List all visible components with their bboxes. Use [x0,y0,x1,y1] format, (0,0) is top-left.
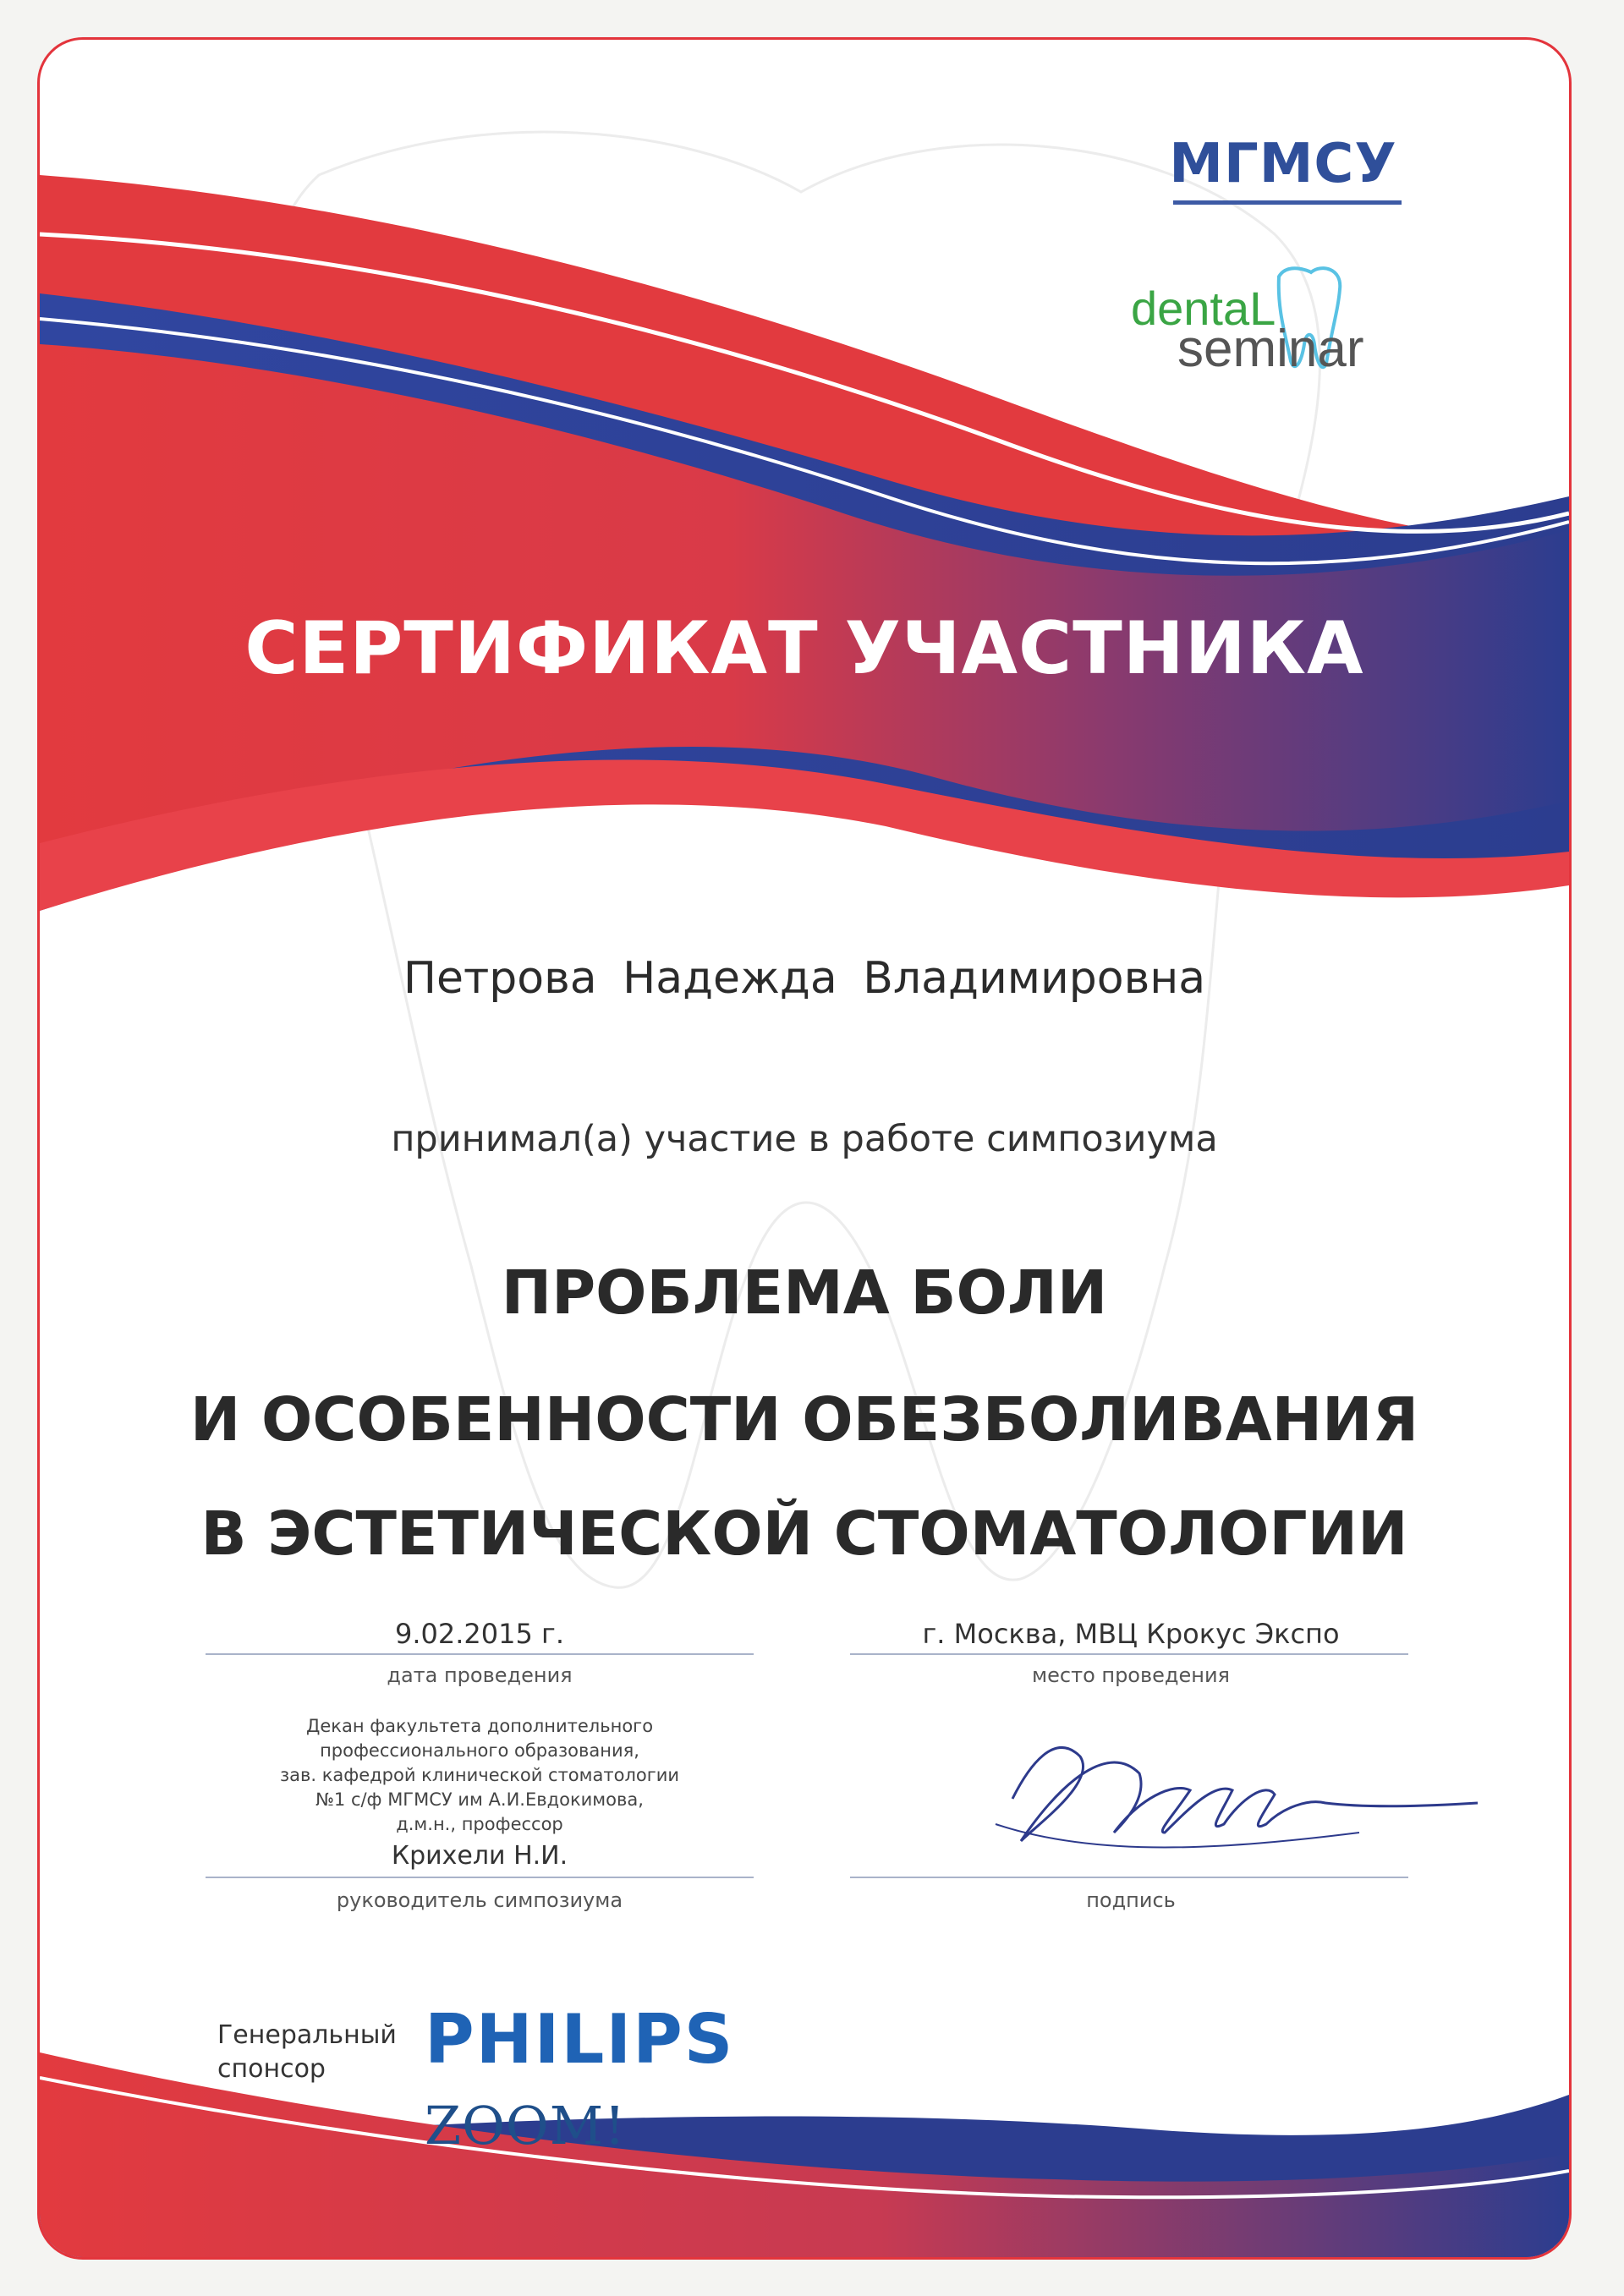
dean-line-1: Декан факультета дополнительного [305,1716,654,1736]
signature [1012,1748,1478,1841]
place-line [850,1653,1408,1655]
mgmsu-logo-underline [1173,200,1402,205]
dean-line-2: профессионального образования, [320,1740,639,1761]
participant-name: Петрова Надежда Владимировна [403,953,1206,1004]
certificate-sheet [37,37,1572,2260]
topic-line-1: ПРОБЛЕМА БОЛИ [501,1258,1108,1328]
place-value: г. Москва, МВЦ Крокус Экспо [922,1618,1340,1650]
signature-caption: подпись [1086,1888,1176,1912]
leader-name: Крихели Н.И. [391,1841,568,1871]
sponsor-label-line1: Генеральный [217,2020,397,2050]
signature-line [850,1877,1408,1878]
date-caption: дата проведения [387,1663,573,1687]
mgmsu-logo: МГМСУ [1169,133,1397,195]
certificate-title: СЕРТИФИКАТ УЧАСТНИКА [244,606,1364,691]
date-value: 9.02.2015 г. [394,1618,564,1650]
dental-logo-part1: dentaL [1131,282,1276,335]
dean-line-3: зав. кафедрой клинической стоматологии [279,1765,680,1785]
dean-line-4: №1 с/ф МГМСУ им А.И.Евдокимова, [315,1789,644,1810]
philips-logo: PHILIPS [425,2000,735,2079]
signature-underline [996,1824,1359,1848]
participation-text: принимал(а) участие в работе симпозиума [391,1118,1218,1160]
zoom-logo: ZOOM! [425,2095,627,2156]
leader-caption: руководитель симпозиума [336,1888,623,1912]
topic-line-2: И ОСОБЕННОСТИ ОБЕЗБОЛИВАНИЯ [189,1384,1419,1455]
dean-title [209,1714,750,1837]
leader-line [206,1877,754,1878]
sponsor-label-line2: спонсор [217,2054,326,2084]
place-caption: место проведения [1032,1663,1230,1687]
topic-line-3: В ЭСТЕТИЧЕСКОЙ СТОМАТОЛОГИИ [200,1499,1408,1569]
date-line [206,1653,754,1655]
dental-logo-part2: seminar [1177,320,1364,378]
dean-line-5: д.м.н., профессор [396,1814,563,1834]
